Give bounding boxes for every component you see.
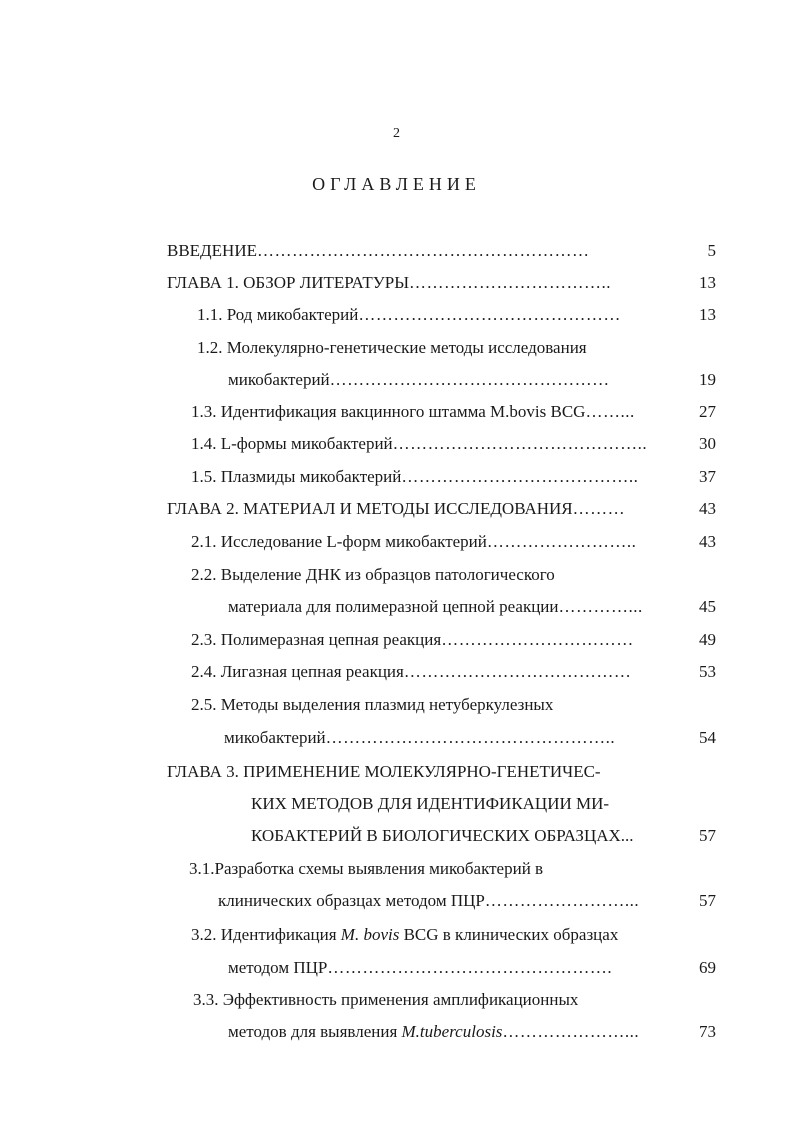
- toc-entry-text: 3.3. Эффективность применения амплификационных: [193, 990, 579, 1009]
- toc-page-number: 45: [699, 597, 716, 616]
- toc-entry-3-3: [193, 990, 578, 1010]
- toc-page-number: 43: [699, 499, 716, 518]
- toc-entry-text: ВВЕДЕНИЕ: [167, 241, 257, 260]
- toc-page-number: 54: [699, 728, 716, 747]
- toc-entry-2-5-cont: [224, 728, 615, 748]
- toc-entry-3-1: [189, 859, 543, 879]
- toc-page-number: 53: [699, 662, 716, 681]
- toc-entry-text: 1.3. Идентификация вакцинного штамма M.bovis BCG: [191, 402, 586, 421]
- toc-page-number: 49: [699, 630, 716, 649]
- toc-entry-1-2: [197, 338, 587, 358]
- toc-entry-text: методов для выявления: [228, 1022, 402, 1041]
- toc-entry-text: 2.1. Исследование L-форм микобактерий: [191, 532, 487, 551]
- toc-page-number: 57: [699, 826, 716, 845]
- toc-leader: ……………………...: [484, 891, 640, 910]
- toc-entry-text: микобактерий: [228, 370, 330, 389]
- toc-entry-1-3: [191, 402, 635, 422]
- page-number: 2: [393, 126, 400, 141]
- toc-leader: ……………………………..: [409, 273, 612, 292]
- toc-leader: …………………………………………………: [256, 241, 590, 260]
- toc-entry-text: 1.2. Молекулярно-генетические методы исследования: [197, 338, 587, 357]
- toc-entry-intro: [167, 241, 589, 261]
- toc-entry-3-3-cont: [228, 1022, 639, 1042]
- toc-entry-2-4: [191, 662, 631, 682]
- toc-page-number: 37: [699, 467, 716, 486]
- toc-leader: …………...: [558, 597, 643, 616]
- toc-entry-2-2-cont: [228, 597, 643, 617]
- toc-entry-text: ГЛАВА 3. ПРИМЕНЕНИЕ МОЛЕКУЛЯРНО-ГЕНЕТИЧЕС-: [167, 762, 601, 781]
- toc-entry-3-2: [191, 925, 618, 945]
- page-title: ОГЛАВЛЕНИЕ: [312, 174, 481, 194]
- toc-page-number: 13: [699, 305, 716, 324]
- toc-page-number: 27: [699, 402, 716, 421]
- toc-entry-text: 2.4. Лигазная цепная реакция: [191, 662, 404, 681]
- toc-page-number: 43: [699, 532, 716, 551]
- toc-entry-text: 2.5. Методы выделения плазмид нетуберкулезных: [191, 695, 554, 714]
- toc-entry-text: 1.4. L-формы микобактерий: [191, 434, 393, 453]
- toc-entry-text: 3.2. Идентификация: [191, 925, 341, 944]
- toc-entry-1-2-cont: [228, 370, 610, 390]
- toc-leader: …………………………………………: [329, 370, 610, 389]
- toc-leader: …………………………………: [403, 662, 632, 681]
- toc-entry-text: клинических образцах методом ПЦР: [218, 891, 485, 910]
- toc-entry-1-5: [191, 467, 638, 487]
- toc-entry-text: материала для полимеразной цепной реакции: [228, 597, 559, 616]
- toc-entry-text: ГЛАВА 2. МАТЕРИАЛ И МЕТОДЫ ИССЛЕДОВАНИЯ: [167, 499, 573, 518]
- toc-entry-chapter-3-cont: [251, 794, 609, 814]
- toc-entry-text: микобактерий: [224, 728, 326, 747]
- toc-entry-1-4: [191, 434, 647, 454]
- toc-leader: …………………………………..: [401, 467, 639, 486]
- toc-entry-text: КИХ МЕТОДОВ ДЛЯ ИДЕНТИФИКАЦИИ МИ-: [251, 794, 610, 813]
- toc-page-number: 13: [699, 273, 716, 292]
- toc-entry-italic: M. bovis: [340, 925, 400, 944]
- toc-entry-1-1: [197, 305, 621, 325]
- toc-leader: ……………………………: [441, 630, 634, 649]
- toc-entry-2-3: [191, 630, 634, 650]
- toc-leader: …………………...: [502, 1022, 640, 1041]
- toc-entry-chapter-2: [167, 499, 625, 519]
- toc-entry-text: BCG в клинических образцах: [399, 925, 619, 944]
- toc-page-number: 73: [699, 1022, 716, 1041]
- toc-page-number: 5: [707, 241, 716, 260]
- toc-leader: ……………………………………..: [392, 434, 648, 453]
- toc-leader: ………………………………………….: [327, 958, 613, 977]
- toc-entry-italic: M.tuberculosis: [401, 1022, 503, 1041]
- toc-entry-chapter-3: [167, 762, 601, 782]
- toc-entry-text: КОБАКТЕРИЙ В БИОЛОГИЧЕСКИХ ОБРАЗЦАХ...: [251, 826, 634, 845]
- toc-page-number: 19: [699, 370, 716, 389]
- toc-entry-text: ГЛАВА 1. ОБЗОР ЛИТЕРАТУРЫ: [167, 273, 410, 292]
- toc-entry-text: 1.5. Плазмиды микобактерий: [191, 467, 402, 486]
- toc-leader: ……………………..: [486, 532, 637, 551]
- toc-page-number: 30: [699, 434, 716, 453]
- toc-page-number: 57: [699, 891, 716, 910]
- toc-entry-3-1-cont: [218, 891, 639, 911]
- toc-entry-chapter-3-cont2: [251, 826, 634, 846]
- toc-leader: …………………………………………..: [325, 728, 616, 747]
- toc-entry-text: 1.1. Род микобактерий: [197, 305, 359, 324]
- toc-entry-3-2-cont: [228, 958, 612, 978]
- toc-entry-chapter-1: [167, 273, 611, 293]
- toc-leader: ………………………………………: [358, 305, 621, 324]
- toc-entry-2-1: [191, 532, 636, 552]
- toc-entry-text: методом ПЦР: [228, 958, 328, 977]
- toc-leader: ……...: [585, 402, 635, 421]
- toc-entry-2-5: [191, 695, 553, 715]
- toc-entry-2-2: [191, 565, 555, 585]
- toc-entry-text: 2.2. Выделение ДНК из образцов патологического: [191, 565, 555, 584]
- toc-page-number: 69: [699, 958, 716, 977]
- toc-leader: ………: [572, 499, 626, 518]
- toc-entry-text: 2.3. Полимеразная цепная реакция: [191, 630, 442, 649]
- toc-entry-text: 3.1.Разработка схемы выявления микобактерий в: [189, 859, 544, 878]
